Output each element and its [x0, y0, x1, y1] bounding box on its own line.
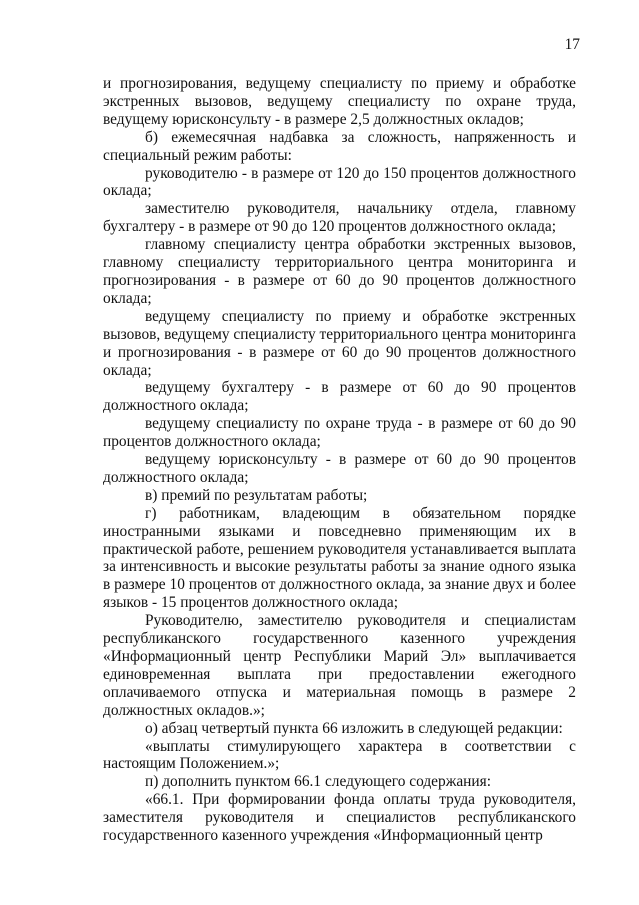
paragraph-lump-sum-payment: Руководителю, заместителю руководителя и специалистам республиканского государственного казенного учреждения «Информационный центр Республики Марий Эл» выплачивается единовременная выплата при предоставлении ежегодного оплачиваемого отпуска и материальная помощь в размере 2 должностных окладов.»;	[103, 612, 576, 719]
paragraph-incentive-payments: «выплаты стимулирующего характера в соответствии с настоящим Положением.»;	[103, 737, 576, 773]
paragraph-p-addition: п) дополнить пунктом 66.1 следующего содержания:	[145, 773, 491, 791]
paragraph-b-hardship-allowance: б) ежемесячная надбавка за сложность, напряженность и специальный режим работы:	[103, 128, 576, 164]
paragraph-66-1: «66.1. При формировании фонда оплаты труда руководителя, заместителя руководителя и специалистов республиканского государственного казенного учреждения «Информационный центр	[103, 791, 576, 845]
paragraph-lead-specialist-calls: ведущему специалисту по приему и обработке экстренных вызовов, ведущему специалисту территориального центра мониторинга и прогнозирования - в размере от 60 до 90 процентов должностного оклада;	[103, 307, 576, 379]
paragraph-lead-legal-advisor: ведущему юрисконсульту - в размере от 60 до 90 процентов должностного оклада;	[103, 451, 576, 486]
document-body	[103, 75, 576, 845]
paragraph-deputy-director: заместителю руководителя, начальнику отдела, главному бухгалтеру - в размере от 90 до 120 процентов должностного оклада;	[103, 200, 576, 236]
paragraph-lead-safety-specialist: ведущему специалисту по охране труда - в размере от 60 до 90 процентов должностного оклада;	[103, 415, 576, 451]
paragraph-director: руководителю - в размере от 120 до 150 процентов должностного оклада;	[103, 164, 576, 200]
paragraph-lead-accountant: ведущему бухгалтеру - в размере от 60 до 90 процентов должностного оклада;	[103, 379, 576, 415]
paragraph-continuation: и прогнозирования, ведущему специалисту по приему и обработке экстренных вызовов, ведущему специалисту по охране труда, ведущему юрисконсульту - в размере 2,5 должностных окладов;	[103, 75, 576, 128]
paragraph-g-languages: г) работникам, владеющим в обязательном порядке иностранными языками и повседневно применяющим их в практической работе, решением руководителя устанавливается выплата за интенсивность и высокие результаты работы за знание одного языка в размере 10 процентов от должностного оклада, за знание двух и более языков - 15 процентов должностного оклада;	[103, 504, 576, 612]
paragraph-chief-specialist: главному специалисту центра обработки экстренных вызовов, главному специалисту территориального центра мониторинга и прогнозирования - в размере от 60 до 90 процентов должностного оклада;	[103, 236, 576, 307]
paragraph-o-amendment: о) абзац четвертый пункта 66 изложить в следующей редакции:	[145, 719, 563, 737]
page-number: 17	[564, 36, 580, 53]
paragraph-v-bonuses: в) премий по результатам работы;	[145, 486, 368, 504]
